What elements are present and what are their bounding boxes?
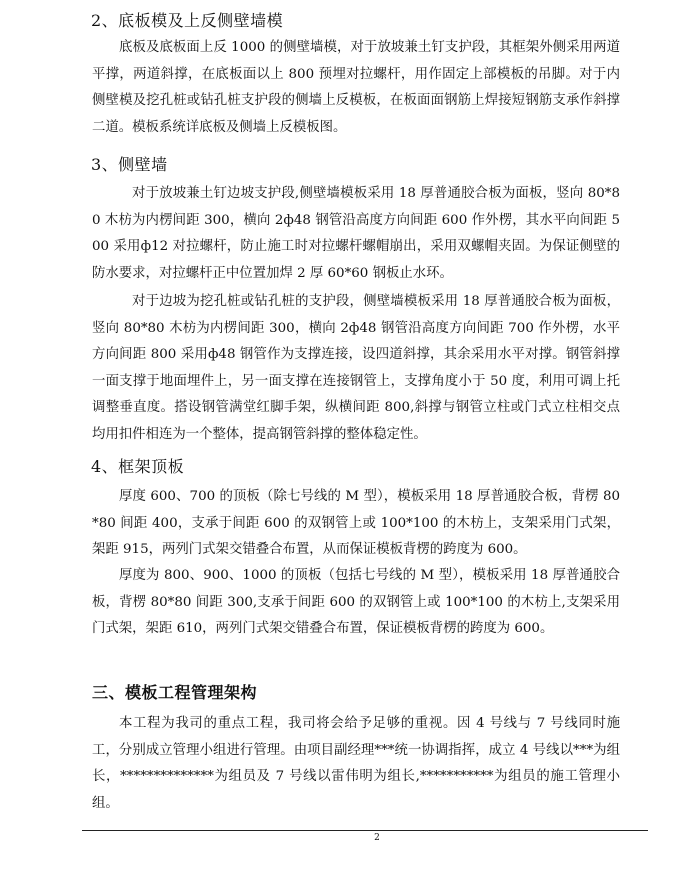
paragraph-management-structure: 本工程为我司的重点工程，我司将会给予足够的重视。因 4 号线与 7 号线同时施工，分别成立管理小组进行管理。由项目副经理***统一协调指挥，成立 4 号线以***为组长，**************为组员及 7 号线以雷伟明为组长,***********为组员的施工管理小组。	[92, 716, 620, 811]
paragraph-side-wall-bored-pile: 对于边坡为挖孔桩或钻孔桩的支护段，侧壁墙模板采用 18 厚普通胶合板为面板，竖向 80*80 木枋为内楞间距 300，横向 2ф48 钢管沿高度方向间距 700 作外楞，水平方向间距 800 采用ф48 钢管作为支撑连接，设四道斜撑，其余采用水平对撑。钢管斜撑一面支撑于地面埋件上，另一面支撑在连接钢管上，支撑角度小于 50 度，利用可调上托调整垂直度。搭设钢管满堂红脚手架，纵横间距 800,斜撑与钢管立柱或门式立柱相交点均用扣件相连为一个整体，提高钢管斜撑的整体稳定性。	[92, 294, 620, 442]
paragraph-side-wall-soil-nail: 对于放坡兼土钉边坡支护段,侧壁墙模板采用 18 厚普通胶合板为面板，竖向 80*80 木枋为内楞间距 300，横向 2ф48 钢管沿高度方向间距 600 作外楞，其水平向间距 500 采用ф12 对拉螺杆，防止施工时对拉螺杆螺帽崩出，采用双螺帽夹固。为保证侧壁的防水要求，对拉螺杆正中位置加焊 2 厚 60*60 钢板止水环。	[92, 186, 620, 281]
footer-divider	[82, 830, 648, 831]
section-heading-side-wall: 3、侧壁墙	[91, 155, 168, 174]
paragraph-roof-slab-800-1000: 厚度为 800、900、1000 的顶板（包括七号线的 M 型），模板采用 18 厚普通胶合板，背楞 80*80 间距 300,支承于间距 600 的双钢管上或 100*100 的木枋上,支架采用门式架，架距 610，两列门式架交错叠合布置，保证模板背楞的跨度为 600。	[92, 568, 620, 637]
page-number: 2	[374, 833, 380, 843]
paragraph-roof-slab-600-700: 厚度 600、700 的顶板（除七号线的 M 型），模板采用 18 厚普通胶合板，背楞 80*80 间距 400，支承于间距 600 的双钢管上或 100*100 的木枋上，支架采用门式架，架距 915，两列门式架交错叠合布置，从而保证模板背楞的跨度为 600。	[92, 489, 620, 558]
chapter-heading-management-structure: 三、模板工程管理架构	[92, 683, 258, 702]
paragraph-bottom-slab-formwork: 底板及底板面上反 1000 的侧壁墙模，对于放坡兼土钉支护段，其框架外侧采用两道平撑，两道斜撑，在底板面以上 800 预埋对拉螺杆，用作固定上部模板的吊脚。对于内侧壁模及挖孔桩或钻孔桩支护段的侧墙上反模板，在板面面钢筋上焊接短钢筋支承作斜撑二道。模板系统详底板及侧墙上反模板图。	[92, 40, 620, 135]
section-heading-frame-roof-slab: 4、框架顶板	[91, 457, 185, 476]
section-heading-bottom-slab-formwork: 2、底板模及上反侧壁墙模	[91, 11, 284, 30]
